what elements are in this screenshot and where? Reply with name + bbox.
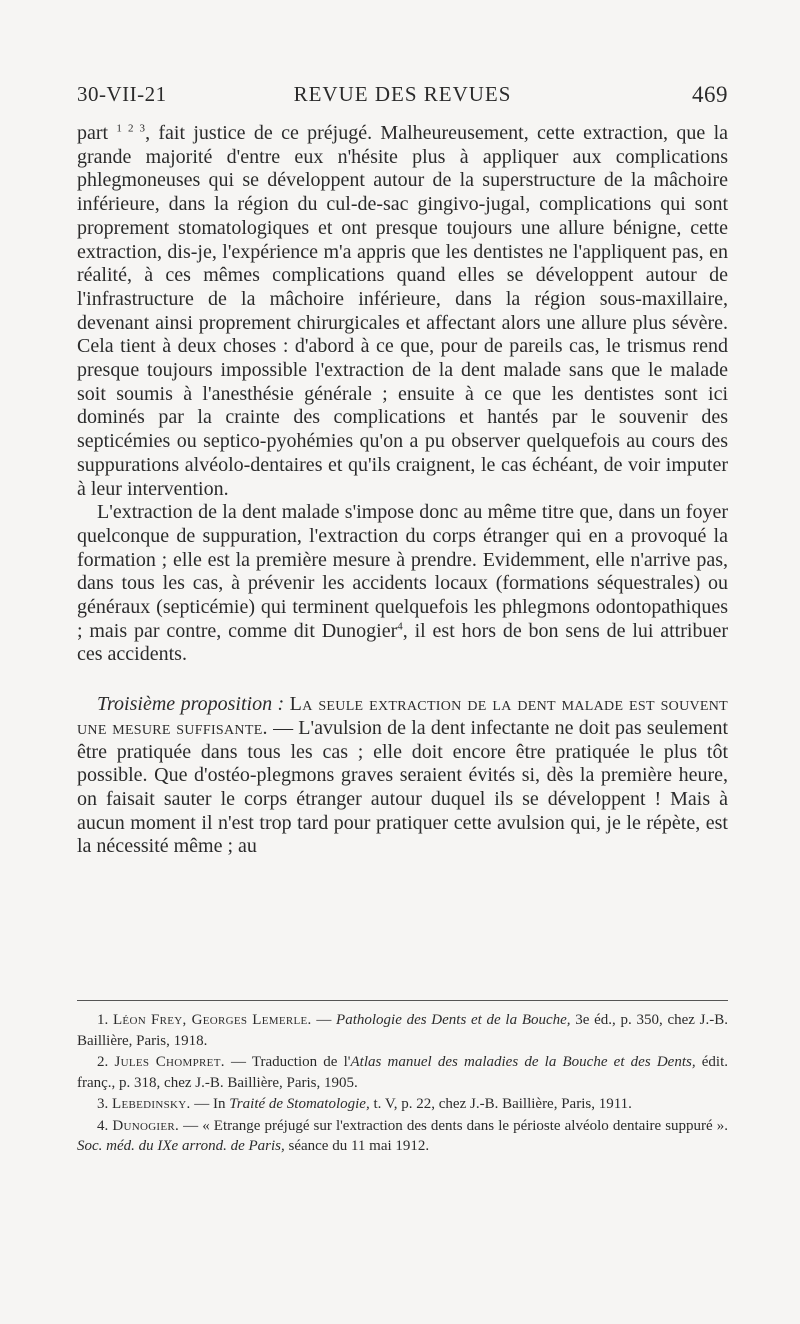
footnote-author: Jules Chompret.	[114, 1054, 225, 1070]
footnote-4	[77, 1116, 728, 1157]
footnote-ref-4: 4	[397, 620, 403, 633]
footnote-text: séance du 11 mai 1912.	[284, 1138, 430, 1154]
proposition-statement: La seule extraction de la dent malade est souvent une mesure suffisante.	[77, 693, 729, 739]
paragraph-2-text-b: , il est hors de bon sens de lui attribuer ces accidents.	[77, 619, 728, 666]
footnote-author: Léon Frey, Georges Lemerle.	[112, 1012, 312, 1028]
footnote-author: Lebedinsky.	[112, 1096, 191, 1112]
footnote-ref-1-2-3: 1 2 3	[116, 122, 146, 135]
footnote-text: édit. franç., p. 318, chez J.-B. Baillière, Paris, 1905.	[77, 1054, 728, 1091]
footnote-number: 2.	[97, 1054, 109, 1070]
paragraph-3	[77, 693, 728, 859]
footnote-title: Atlas manuel des maladies de la Bouche et des Dents,	[350, 1054, 696, 1070]
header-date: 30-VII-21	[77, 82, 167, 106]
running-header	[77, 82, 728, 114]
main-text	[77, 122, 728, 859]
footnote-text: t. V, p. 22, chez J.-B. Baillière, Paris, 1911.	[369, 1096, 632, 1112]
paragraph-2	[77, 501, 728, 667]
footnote-text: — In	[190, 1096, 230, 1112]
footnote-author: Dunogier.	[112, 1117, 180, 1134]
footnotes	[77, 1010, 728, 1157]
footnote-divider	[77, 1000, 728, 1001]
footnote-number: 4.	[97, 1117, 109, 1134]
page-number: 469	[692, 82, 728, 107]
footnote-number: 3.	[97, 1096, 109, 1112]
header-title: REVUE DES REVUES	[293, 82, 512, 106]
footnote-title: Pathologie des Dents et de la Bouche,	[336, 1012, 571, 1028]
paragraph-1-text: , fait justice de ce préjugé. Malheureusement, cette extraction, que la grande majorité d'entre eux n'hésite plus à appliquer aux complications phlegmoneuses qui se développent autour de la superstructure de la mâchoire inférieure, dans la région du cul-de-sac gingivo-jugal, complications qui sont proprement stomatologiques et ont presque toujours une allure bénigne, cette extraction, dis-je, l'expérience m'a appris que les dentistes ne l'appliquent pas, en réalité, à ces mêmes complications quand elles se développent autour de l'infrastructure de la mâchoire inférieure, dans la région sous-maxillaire, devenant ainsi proprement chirurgicales et affectant alors une allure plus sévère. Cela tient à deux choses : d'abord à ce que, pour de pareils cas, le trismus rend presque toujours impossible l'extraction de la dent malade sans que le malade soit soumis à l'anesthésie générale ; ensuite à ce que les dentistes sont ici dominés par la crainte des complications et hantés par le souvenir des septicémies ou septico-pyohémies qu'on a pu observer quelquefois au cours des suppurations alvéolo-dentaires et qu'ils craignent, le cas échéant, de voir imputer à leur intervention.	[77, 122, 729, 500]
footnote-2	[77, 1052, 728, 1093]
footnote-text: — « Etrange préjugé sur l'extraction des dents dans le périoste alvéolo dentaire suppuré ».	[179, 1117, 729, 1134]
paragraph-3-text: — L'avulsion de la dent infectante ne doit pas seulement être pratiquée dans tous les cas ; elle doit encore être pratiquée le plus tôt possible. Que d'ostéo-plegmons graves seraient évités si, dès la première heure, on faisait sauter le corps étranger autour duquel ils se développent ! Mais à aucun moment il n'est trop tard pour pratiquer cette avulsion qui, je le répète, est la nécessité même ; au	[77, 716, 728, 858]
footnote-title: Soc. méd. du IXe arrond. de Paris,	[77, 1138, 285, 1154]
footnote-text: 3e éd., p. 350, chez J.-B. Baillière, Paris, 1918.	[77, 1012, 728, 1049]
footnote-text: — Traduction de l'	[224, 1054, 351, 1070]
paragraph-2-text-a: L'extraction de la dent malade s'impose donc au même titre que, dans un foyer quelconque de suppuration, l'extraction du corps étranger qui en a provoqué la formation ; elle est la première mesure à prendre. Evidemment, elle n'arrive pas, dans tous les cas, à prévenir les accidents locaux (formations séquestrales) ou généraux (septicémie) qui terminent quelquefois les phlegmons odontopathiques ; mais par contre, comme dit Dunogier	[77, 501, 728, 642]
footnote-1	[77, 1010, 728, 1051]
footnote-3	[77, 1094, 728, 1115]
footnote-title: Traité de Stomatologie,	[229, 1096, 370, 1112]
paragraph-1-start: part	[77, 122, 109, 144]
footnote-text: —	[311, 1012, 337, 1028]
paragraph-1	[77, 122, 728, 501]
footnote-number: 1.	[97, 1012, 109, 1028]
proposition-heading: Troisième proposition :	[97, 693, 285, 716]
